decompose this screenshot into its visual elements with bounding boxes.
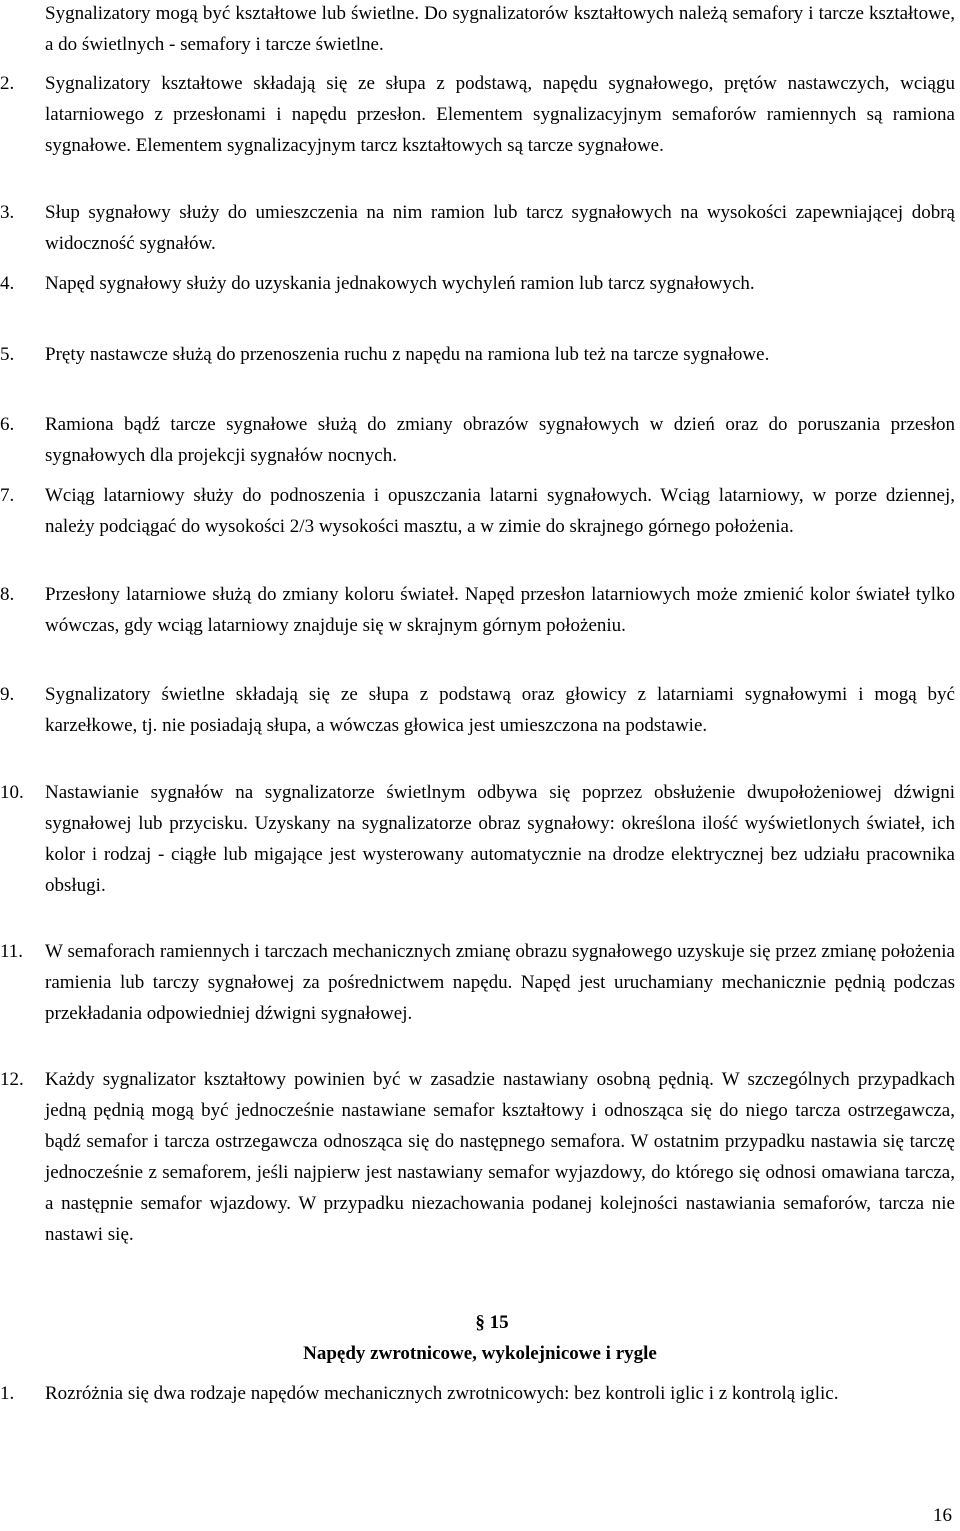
list-item-2 [0,68,955,161]
list-item-10 [0,777,955,901]
list-number: 8. [0,584,15,605]
section-number: § 15 [475,1312,509,1333]
list-number: 2. [0,73,15,94]
list-text: Pręty nastawcze służą do przenoszenia ruchu z napędu na ramiona lub też na tarcze sygnałowe. [45,344,770,365]
list-item-12 [0,1064,955,1250]
list-item-3 [0,197,955,259]
list-text: W semaforach ramiennych i tarczach mechanicznych zmianę obrazu sygnałowego uzyskuje się przez zmianę położenia ramienia lub tarczy sygnałowej za pośrednictwem napędu. Napęd jest uruchamiany mechanicznie pędnią podczas przekładania odpowiedniej dźwigni sygnałowej. [45,941,955,1024]
page-number: 16 [933,1505,952,1526]
section-list-item-1 [0,1378,955,1409]
list-text: Wciąg latarniowy służy do podnoszenia i opuszczania latarni sygnałowych. Wciąg latarniowy, w porze dziennej, należy podciągać do wysokości 2/3 wysokości masztu, a w zimie do skrajnego górnego położenia. [45,485,955,537]
intro-paragraph: Sygnalizatory mogą być kształtowe lub świetlne. Do sygnalizatorów kształtowych należą semafory i tarcze kształtowe, a do świetlnych - semafory i tarcze świetlne. [45,3,955,55]
list-item-9 [0,679,955,741]
list-number: 6. [0,414,15,435]
list-number: 3. [0,202,15,223]
list-text: Sygnalizatory świetlne składają się ze słupa z podstawą oraz głowicy z latarniami sygnałowymi i mogą być karzełkowe, tj. nie posiadają słupa, a wówczas głowica jest umieszczona na podstawie. [45,684,955,736]
list-number: 9. [0,684,15,705]
list-text: Przesłony latarniowe służą do zmiany koloru świateł. Napęd przesłon latarniowych może zmienić kolor świateł tylko wówczas, gdy wciąg latarniowy znajduje się w skrajnym górnym położeniu. [45,584,955,636]
list-number: 12. [0,1069,24,1090]
list-item-6 [0,409,955,471]
list-text: Napęd sygnałowy służy do uzyskania jednakowych wychyleń ramion lub tarcz sygnałowych. [45,273,755,294]
list-item-7 [0,480,955,542]
list-text: Każdy sygnalizator kształtowy powinien być w zasadzie nastawiany osobną pędnią. W szczególnych przypadkach jedną pędnią mogą być jednocześnie nastawiane semafor kształtowy i odnosząca się do niego tarcza ostrzegawcza, bądź semafor i tarcza ostrzegawcza odnosząca się do następnego semafora. W ostatnim przypadku nastawia się tarczę jednocześnie z semaforem, jeśli najpierw jest nastawiany semafor wyjazdowy, do którego się odnosi omawiana tarcza, a następnie semafor wjazdowy. W przypadku niezachowania podanej kolejności nastawiania semaforów, tarcza nie nastawi się. [45,1069,955,1245]
list-number: 1. [0,1383,15,1404]
list-number: 7. [0,485,15,506]
list-item-8 [0,579,955,641]
list-text: Rozróżnia się dwa rodzaje napędów mechanicznych zwrotnicowych: bez kontroli iglic i z kontrolą iglic. [45,1383,839,1404]
list-item-4 [0,268,955,299]
list-text: Sygnalizatory kształtowe składają się ze słupa z podstawą, napędu sygnałowego, prętów nastawczych, wciągu latarniowego z przesłonami i napędu przesłon. Elementem sygnalizacyjnym semaforów ramiennych są ramiona sygnałowe. Elementem sygnalizacyjnym tarcz kształtowych są tarcze sygnałowe. [45,73,955,156]
list-text: Nastawianie sygnałów na sygnalizatorze świetlnym odbywa się poprzez obsłużenie dwupołożeniowej dźwigni sygnałowej lub przycisku. Uzyskany na sygnalizatorze obraz sygnałowy: określona ilość wyświetlonych świateł, ich kolor i rodzaj - ciągłe lub migające jest wysterowany automatycznie na drodze elektrycznej bez udziału pracownika obsługi. [45,782,955,896]
list-number: 10. [0,782,24,803]
list-item-11 [0,936,955,1029]
list-number: 5. [0,344,15,365]
section-title: Napędy zwrotnicowe, wykolejnicowe i rygle [303,1343,657,1364]
list-number: 11. [0,941,24,962]
list-text: Słup sygnałowy służy do umieszczenia na nim ramion lub tarcz sygnałowych na wysokości zapewniającej dobrą widoczność sygnałów. [45,202,955,254]
list-text: Ramiona bądź tarcze sygnałowe służą do zmiany obrazów sygnałowych w dzień oraz do poruszania przesłon sygnałowych dla projekcji sygnałów nocnych. [45,414,955,466]
list-number: 4. [0,273,15,294]
list-item-5 [0,339,955,370]
